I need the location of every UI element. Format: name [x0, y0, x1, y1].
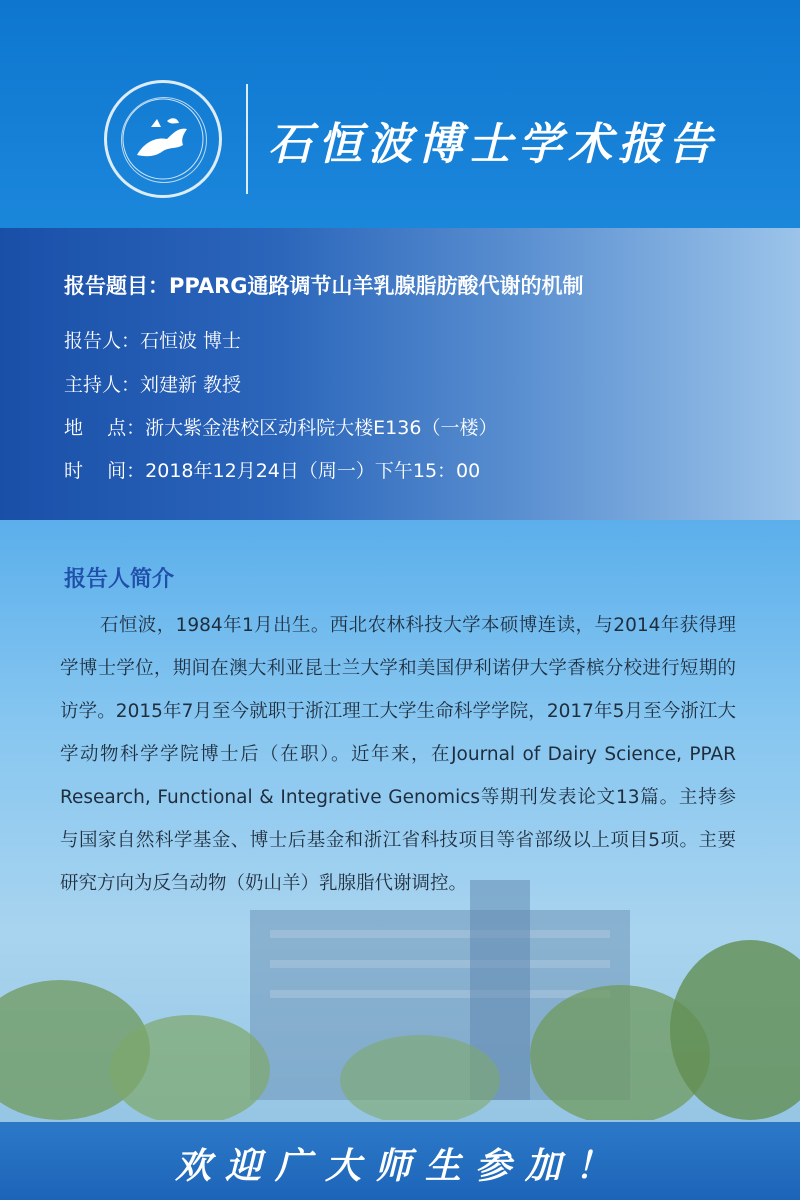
- info-row-speaker: [64, 326, 241, 353]
- info-value: 刘建新 教授: [140, 374, 242, 396]
- report-topic: 报告题目：PPARG通路调节山羊乳腺脂肪酸代谢的机制: [64, 274, 584, 298]
- page-title: 石恒波博士学术报告: [268, 119, 718, 170]
- header-divider: [246, 84, 248, 194]
- info-value: 浙大紫金港校区动科院大楼E136（一楼）: [145, 417, 498, 439]
- university-emblem-icon: [104, 80, 222, 198]
- bio-paragraph: 石恒波，1984年1月出生。西北农林科技大学本硕博连读，与2014年获得理学博士学位，期间在澳大利亚昆士兰大学和美国伊利诺伊大学香槟分校进行短期的访学。2015年7月至今就职于浙江理工大学生命科学学院，2017年5月至今浙江大学动物科学学院博士后（在职）。近年来，在Journal of Dairy Science, PPAR Research, Functional & Integrative Genomics等期刊发表论文13篇。主持参与国家自然科学基金、博士后基金和浙江省科技项目等省部级以上项目5项。主要研究方向为反刍动物（奶山羊）乳腺脂代谢调控。: [60, 615, 736, 894]
- footer-welcome: 欢迎广大师生参加！: [174, 1145, 625, 1187]
- campus-scenery: [0, 880, 800, 1120]
- info-row-host: [64, 370, 241, 397]
- info-label: 主持人：: [64, 374, 141, 396]
- info-value: 2018年12月24日（周一）下午15：00: [145, 460, 481, 482]
- info-value: 石恒波 博士: [140, 330, 242, 352]
- info-row-location: [64, 413, 497, 440]
- emblem-inner-ring: [121, 97, 207, 183]
- info-label: 时 间：: [64, 460, 146, 482]
- info-label: 地 点：: [64, 417, 146, 439]
- bio-body: [60, 604, 736, 905]
- info-row-time: [64, 456, 480, 483]
- bio-heading: 报告人简介: [64, 567, 175, 592]
- info-label: 报告人：: [64, 330, 141, 352]
